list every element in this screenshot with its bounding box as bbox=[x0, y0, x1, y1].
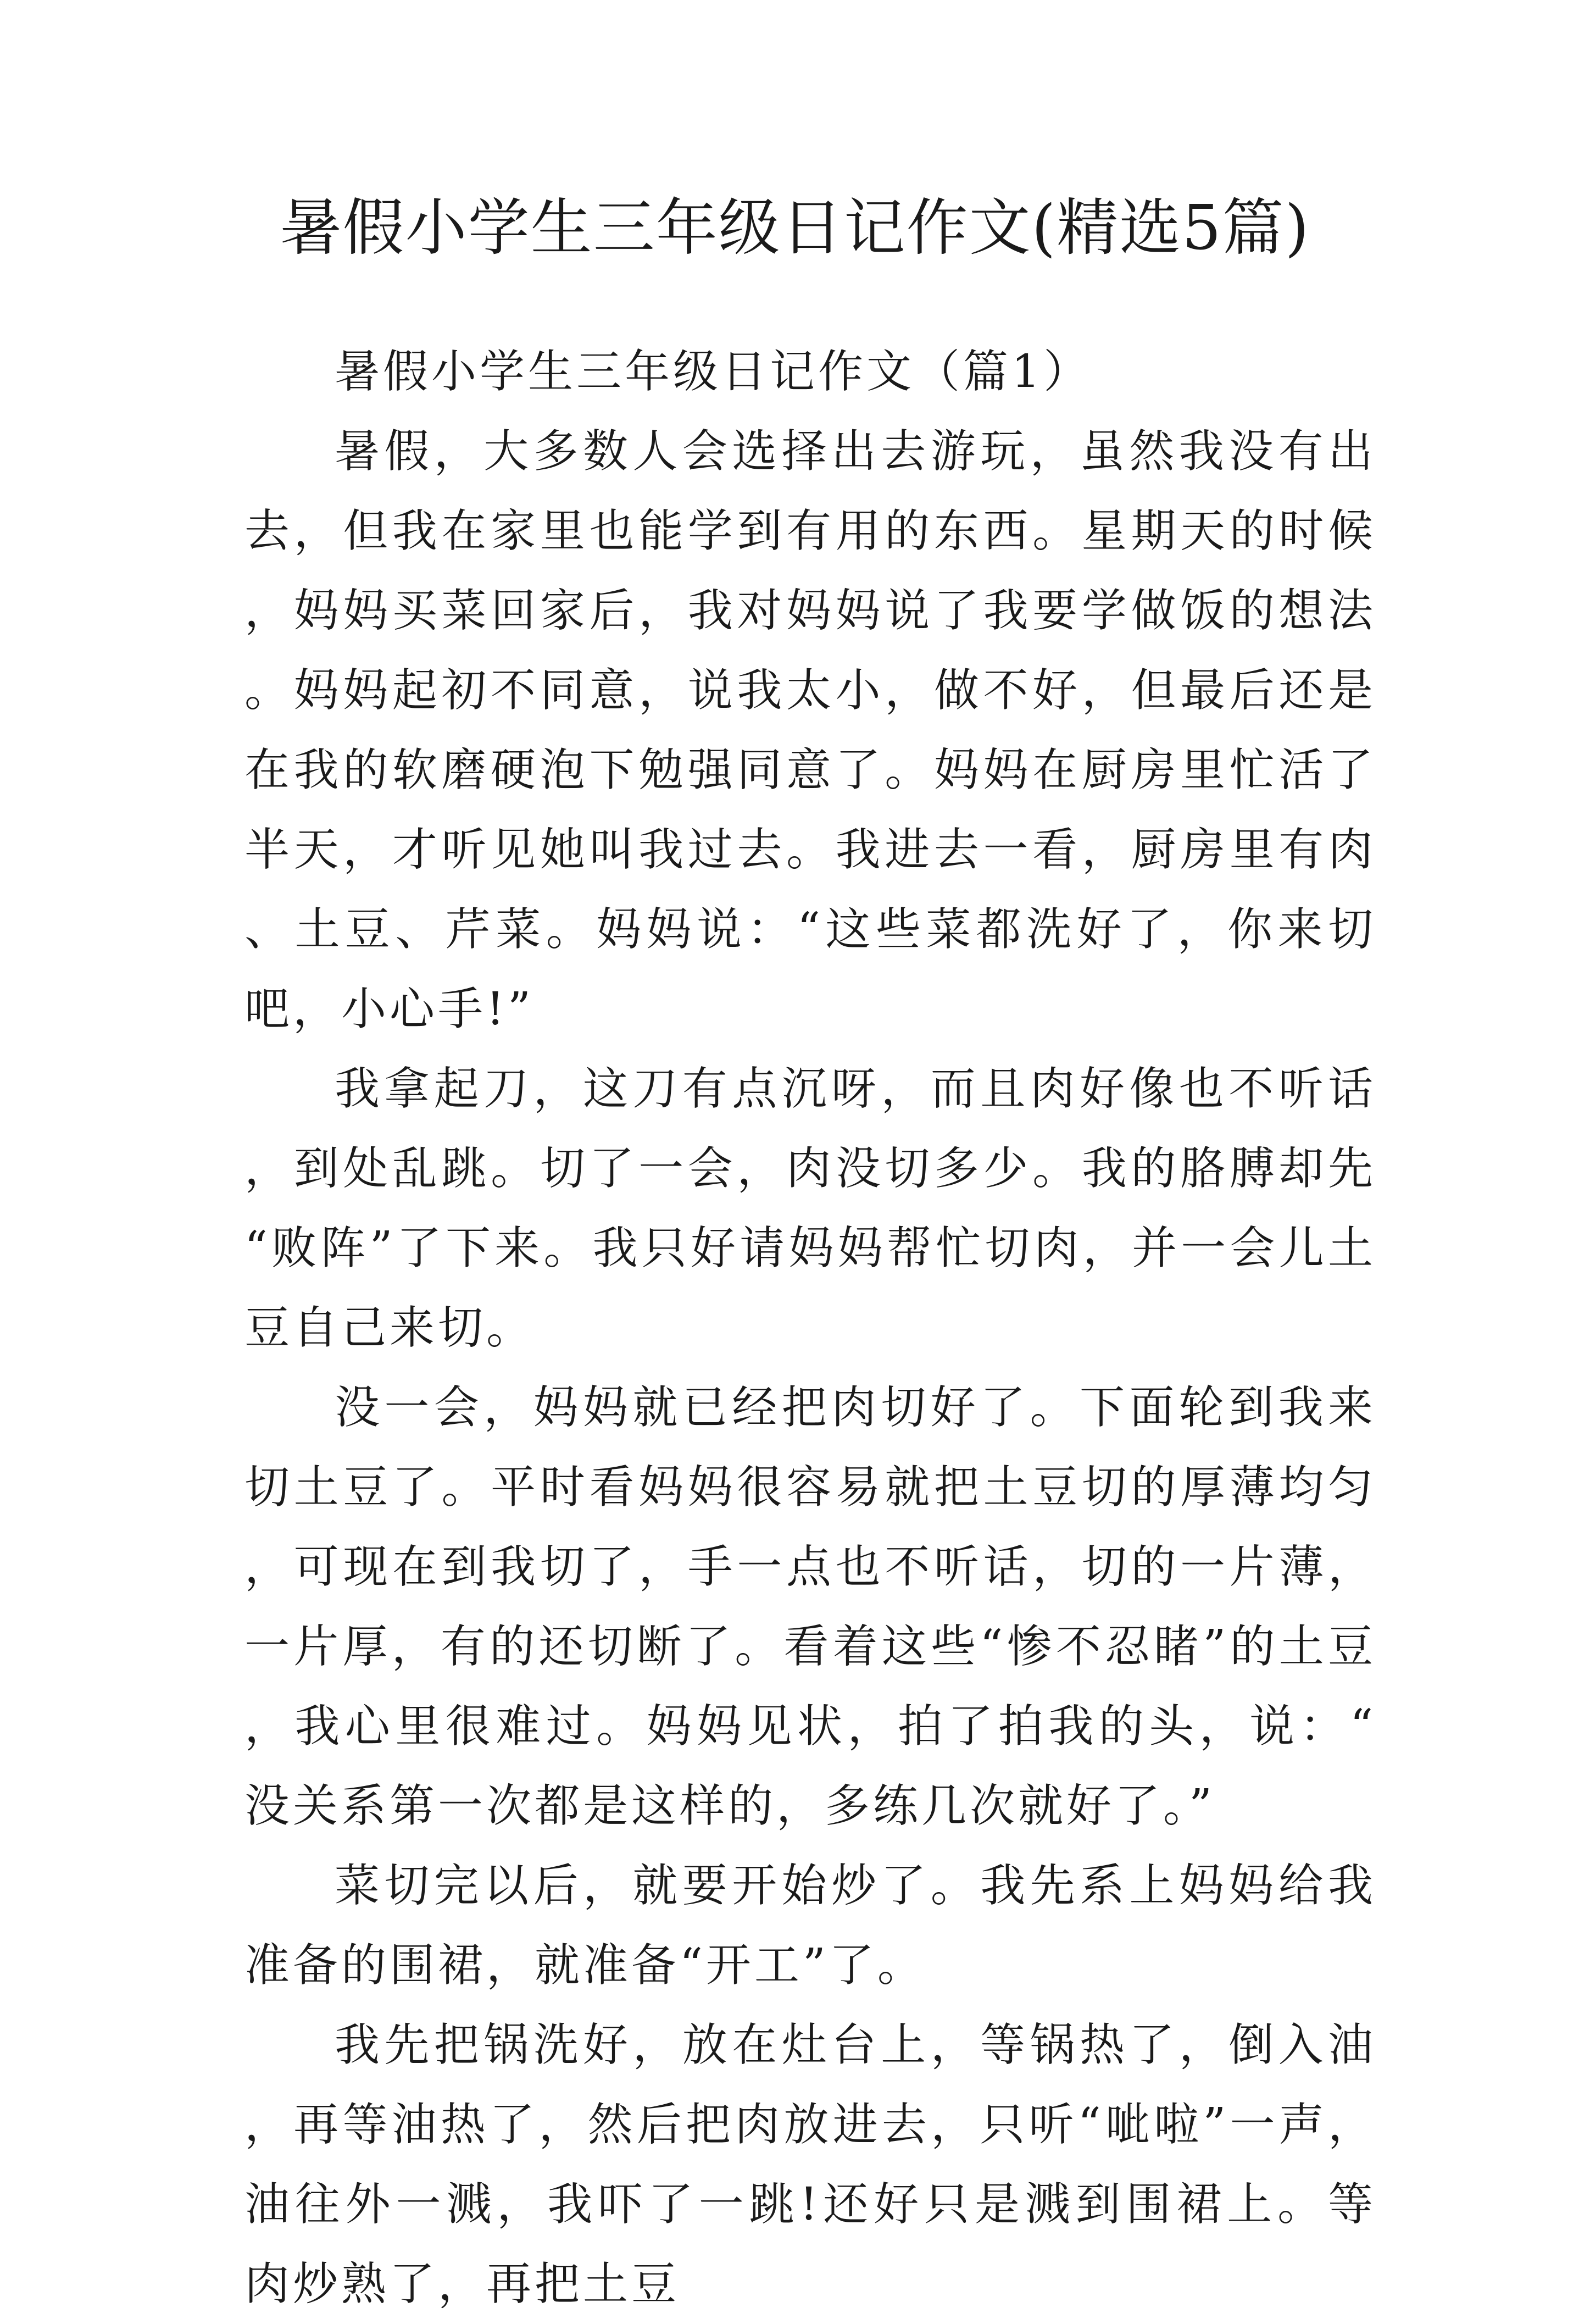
paragraph: 没一会，妈妈就已经把肉切好了。下面轮到我来切土豆了。平时看妈妈很容易就把土豆切的厚薄均匀，可现在到我切了，手一点也不听话，切的一片薄，一片厚，有的还切断了。看着这些“惨不忍睹”的土豆，我心里很难过。妈妈见状，拍了拍我的头，说：“没关系第一次都是这样的，多练几次就好了。” bbox=[244, 1382, 1376, 1832]
paragraph: 菜切完以后，就要开始炒了。我先系上妈妈给我准备的围裙，就准备“开工”了。 bbox=[244, 1860, 1376, 1992]
document-title: 暑假小学生三年级日记作文(精选5篇) bbox=[280, 192, 1310, 264]
document-body bbox=[244, 332, 1376, 2324]
paragraph: 暑假，大多数人会选择出去游玩，虽然我没有出去，但我在家里也能学到有用的东西。星期天的时候，妈妈买菜回家后，我对妈妈说了我要学做饭的想法。妈妈起初不同意，说我太小，做不好，但最后还是在我的软磨硬泡下勉强同意了。妈妈在厨房里忙活了半天，才听见她叫我过去。我进去一看，厨房里有肉、土豆、芹菜。妈妈说：“这些菜都洗好了，你来切吧，小心手!” bbox=[244, 425, 1376, 1035]
section-heading: 暑假小学生三年级日记作文（篇1） bbox=[335, 346, 1092, 398]
paragraph: 我先把锅洗好，放在灶台上，等锅热了，倒入油，再等油热了，然后把肉放进去，只听“呲啦”一声，油往外一溅，我吓了一跳!还好只是溅到围裙上。等肉炒熟了，再把土豆 bbox=[244, 2019, 1376, 2310]
paragraph: 我拿起刀，这刀有点沉呀，而且肉好像也不听话，到处乱跳。切了一会，肉没切多少。我的胳膊却先“败阵”了下来。我只好请妈妈帮忙切肉，并一会儿土豆自己来切。 bbox=[244, 1063, 1376, 1354]
